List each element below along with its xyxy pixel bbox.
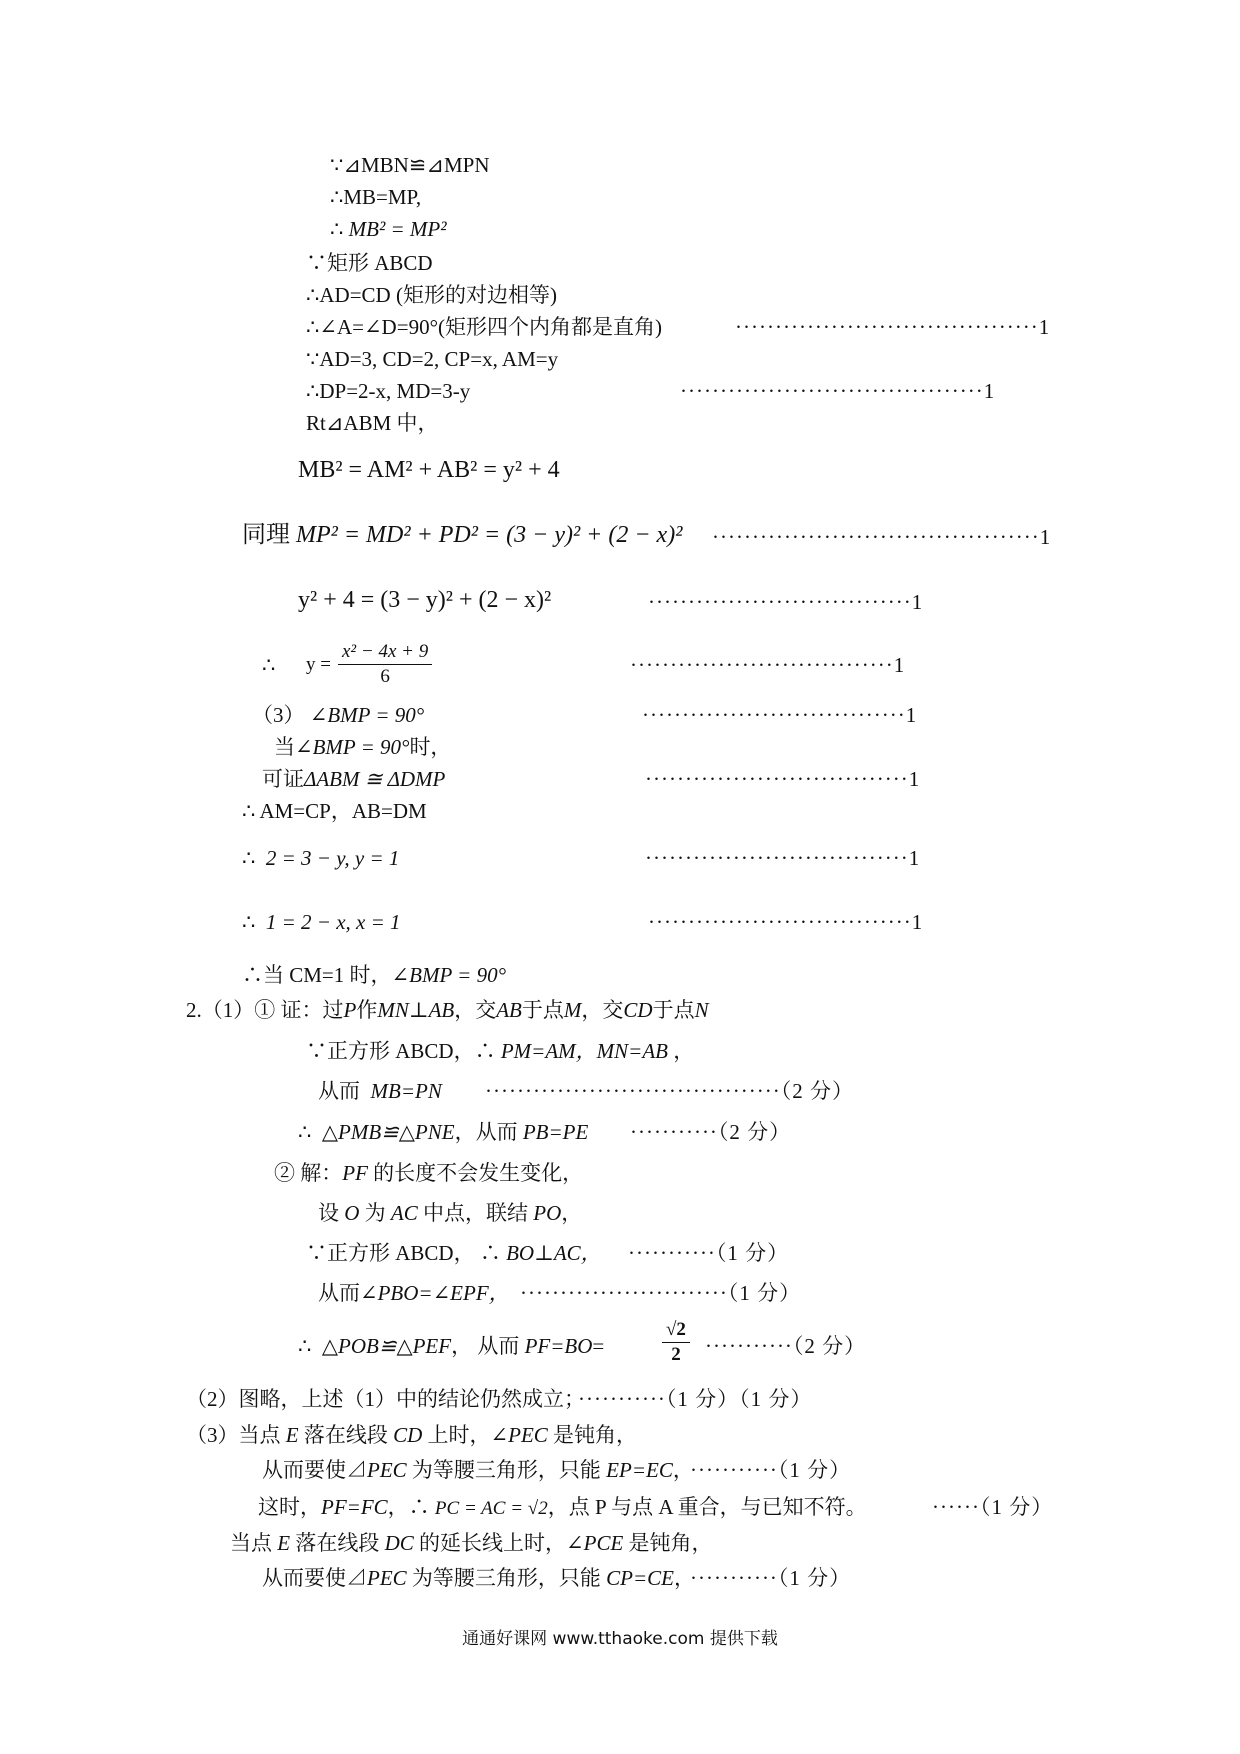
dot-leader: ·································1 [648, 910, 924, 934]
text-line: ∴ △POB≌△PEF， 从而 PF=BO= [298, 1334, 605, 1358]
math-expression: 2 = 3 − y, y = 1 [265, 846, 400, 870]
text-line: ∴∠A=∠D=90°(矩形四个内角都是直角) [306, 315, 662, 339]
text-line: ∴ △PMB≌△PNE，从而 PB=PE [298, 1120, 589, 1144]
text-line: 当∠BMP = 90°时， [274, 735, 452, 759]
dot-leader: ···········（1 分）（1 分） [578, 1387, 813, 1411]
dot-leader: ······（1 分） [932, 1495, 1054, 1519]
text-line: 这时，PF=FC，∴ PC = AC = √2，点 P 与点 A 重合，与已知不符。 [258, 1495, 867, 1519]
text-line: ∴ AM=CP，AB=DM [242, 799, 427, 823]
dot-leader: ·································1 [645, 846, 921, 870]
text-line: 从而要使⊿PEC 为等腰三角形，只能 CP=CE， [262, 1566, 696, 1590]
text-line: ∵矩形 ABCD [306, 251, 433, 275]
text-line: 同理 MP² = MD² + PD² = (3 − y)² + (2 − x)² [242, 522, 683, 548]
text-line: 设 O 为 AC 中点，联结 PO， [318, 1201, 583, 1225]
text-line: （3） ∠BMP = 90° [252, 703, 425, 727]
text-line: ∴DP=2-x, MD=3-y [306, 379, 471, 403]
math-expression: y² + 4 = (3 − y)² + (2 − x)² [298, 587, 552, 613]
text-line: ∵AD=3, CD=2, CP=x, AM=y [306, 347, 559, 371]
text-line: ∴ 1 = 2 − x, x = 1 [242, 910, 401, 934]
math-expression: ΔABM ≅ ΔDMP [304, 767, 446, 791]
dot-leader: ·····································（2 分） [485, 1079, 854, 1103]
math-expression: MB² = MP² [348, 217, 447, 241]
dot-leader: ·································1 [642, 703, 918, 727]
text-line: 可证ΔABM ≅ ΔDMP [262, 767, 446, 791]
text-line: 从而要使⊿PEC 为等腰三角形，只能 EP=EC， [262, 1458, 694, 1482]
math-expression: ∠BMP = 90° [309, 703, 425, 727]
fraction: x² − 4x + 9 6 [338, 640, 432, 689]
dot-leader: ···········（1 分） [690, 1458, 852, 1482]
math-expression: MB² = AM² + AB² = y² + 4 [298, 457, 560, 483]
text-line: ② 解：PF 的长度不会发生变化， [274, 1161, 584, 1185]
dot-leader: ·································1 [645, 767, 921, 791]
dot-leader: ···········（2 分） [630, 1120, 792, 1144]
text-line: Rt⊿ABM 中， [306, 411, 439, 435]
text-line: ∵⊿MBN≌⊿MPN [330, 153, 490, 177]
dot-leader: ··························（1 分） [520, 1281, 802, 1305]
math-expression: ∠BMP = 90° [391, 963, 506, 987]
text-line: （3）当点 E 落在线段 CD 上时，∠PEC 是钝角， [186, 1423, 638, 1447]
text-line: ∴AD=CD (矩形的对边相等) [306, 283, 557, 307]
dot-leader: ·································1 [648, 590, 924, 614]
text-line: 从而 MB=PN [318, 1079, 442, 1103]
math-expression: 1 = 2 − x, x = 1 [265, 910, 401, 934]
dot-leader: ······································1 [680, 379, 996, 403]
text-line: ∵正方形 ABCD， ∴ BO⊥AC， [306, 1241, 602, 1265]
text-line: 当点 E 落在线段 DC 的延长线上时，∠PCE 是钝角， [230, 1531, 713, 1555]
text-line: ∴MB=MP, [330, 185, 422, 209]
math-expression: MP² = MD² + PD² = (3 − y)² + (2 − x)² [296, 522, 683, 548]
text-line: （2）图略，上述（1）中的结论仍然成立； [186, 1387, 585, 1411]
math-expression: y = [306, 654, 331, 675]
page-footer: 通通好课网 www.tthaoke.com 提供下载 [462, 1629, 778, 1649]
text-line: ∴ MB² = MP² [330, 217, 447, 241]
dot-leader: ·································1 [630, 653, 906, 677]
dot-leader: ·········································1 [712, 525, 1052, 549]
text-line: ∵正方形 ABCD，∴ PM=AM，MN=AB ， [306, 1039, 695, 1063]
fraction: √2 2 [662, 1318, 690, 1367]
text-line: ∴ [262, 653, 276, 677]
dot-leader: ···········（1 分） [690, 1566, 852, 1590]
dot-leader: ···········（1 分） [628, 1241, 790, 1265]
text-line: ∴ 2 = 3 − y, y = 1 [242, 846, 400, 870]
math-expression: ∠BMP = 90° [295, 735, 410, 759]
dot-leader: ···········（2 分） [705, 1334, 867, 1358]
dot-leader: ······································1 [735, 315, 1051, 339]
text-line: 2.（1）① 证：过P作MN⊥AB，交AB于点M，交CD于点N [186, 998, 709, 1022]
text-line: 从而∠PBO=∠EPF， [318, 1281, 510, 1305]
text-line: ∴当 CM=1 时，∠BMP = 90° [242, 963, 506, 987]
